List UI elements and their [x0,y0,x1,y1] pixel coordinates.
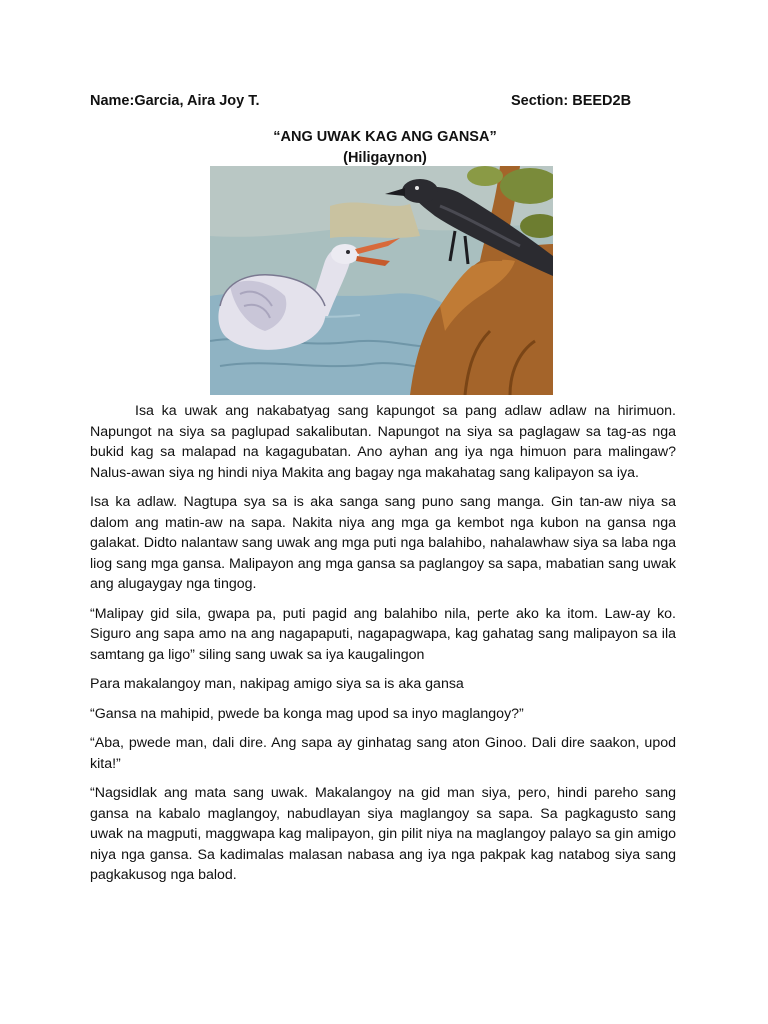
document-header [90,93,680,113]
story-title: “ANG UWAK KAG ANG GANSA” [273,129,497,145]
story-illustration [210,166,553,395]
story-paragraph-6: “Aba, pwede man, dali dire. Ang sapa ay ginhatag sang aton Ginoo. Dali dire saakon, upod kita!” [90,735,676,772]
story-paragraph-1: Isa ka uwak ang nakabatyag sang kapungot sa pang adlaw adlaw na hirimuon. Napungot na siya sa paglupad sakalibutan. Napungot na siya sa paglagaw sa tag-as nga bukid kag sa malapad na kagagubatan. Ano ayhan ang iya nga himuon para malingaw? Nalus-awan siya ng hindi niya Makita ang bagay nga makahatag sang kalipayon sa iya. [90,403,676,481]
story-paragraph-3: “Malipay gid sila, gwapa pa, puti pagid ang balahibo nila, perte ako ka itom. Law-ay ko. Siguro ang sapa amo na ang nagapaputi, nagapagwapa, kag gahatag sang malipayon sa ila samtang ga ligo” siling sang uwak sa iya kaugalingon [90,605,676,663]
student-name: Name:Garcia, Aira Joy T. [90,93,260,109]
story-body [90,401,676,895]
story-paragraph-7: “Nagsidlak ang mata sang uwak. Makalangoy na gid man siya, pero, hindi pareho sang gansa na kabalo maglangoy, nabudlayan siya maglangoy sa sapa. Sa pagkagusto sang uwak na magputi, maggwapa kag malipayon, gin pilit niya na maglangoy palayo sa gin amigo niya nga gansa. Sa kadimalas malasan nabasa ang iya nga pakpak kag natabog siya sang pagkakusog nga balod. [90,785,676,883]
story-title-block [90,127,680,169]
story-paragraph-2: Isa ka adlaw. Nagtupa sya sa is aka sanga sang puno sang manga. Gin tan-aw niya sa dalom ang matin-aw na sapa. Nakita niya ang mga ga kembot nga kubon na gansa nga galakat. Didto nalantaw sang uwak ang mga puti nga balahibo, nahalawhaw siya sa laba nga liog sang mga gansa. Malipayon ang mga gansa sa paglangoy sa sapa, mabatian sang uwak ang alugaygay nga tingog. [90,494,676,592]
story-language: (Hiligaynon) [343,150,427,166]
story-paragraph-4: Para makalangoy man, nakipag amigo siya sa is aka gansa [90,676,464,692]
story-paragraph-5: “Gansa na mahipid, pwede ba konga mag upod sa inyo maglangoy?” [90,705,524,722]
student-section: Section: BEED2B [511,93,632,109]
